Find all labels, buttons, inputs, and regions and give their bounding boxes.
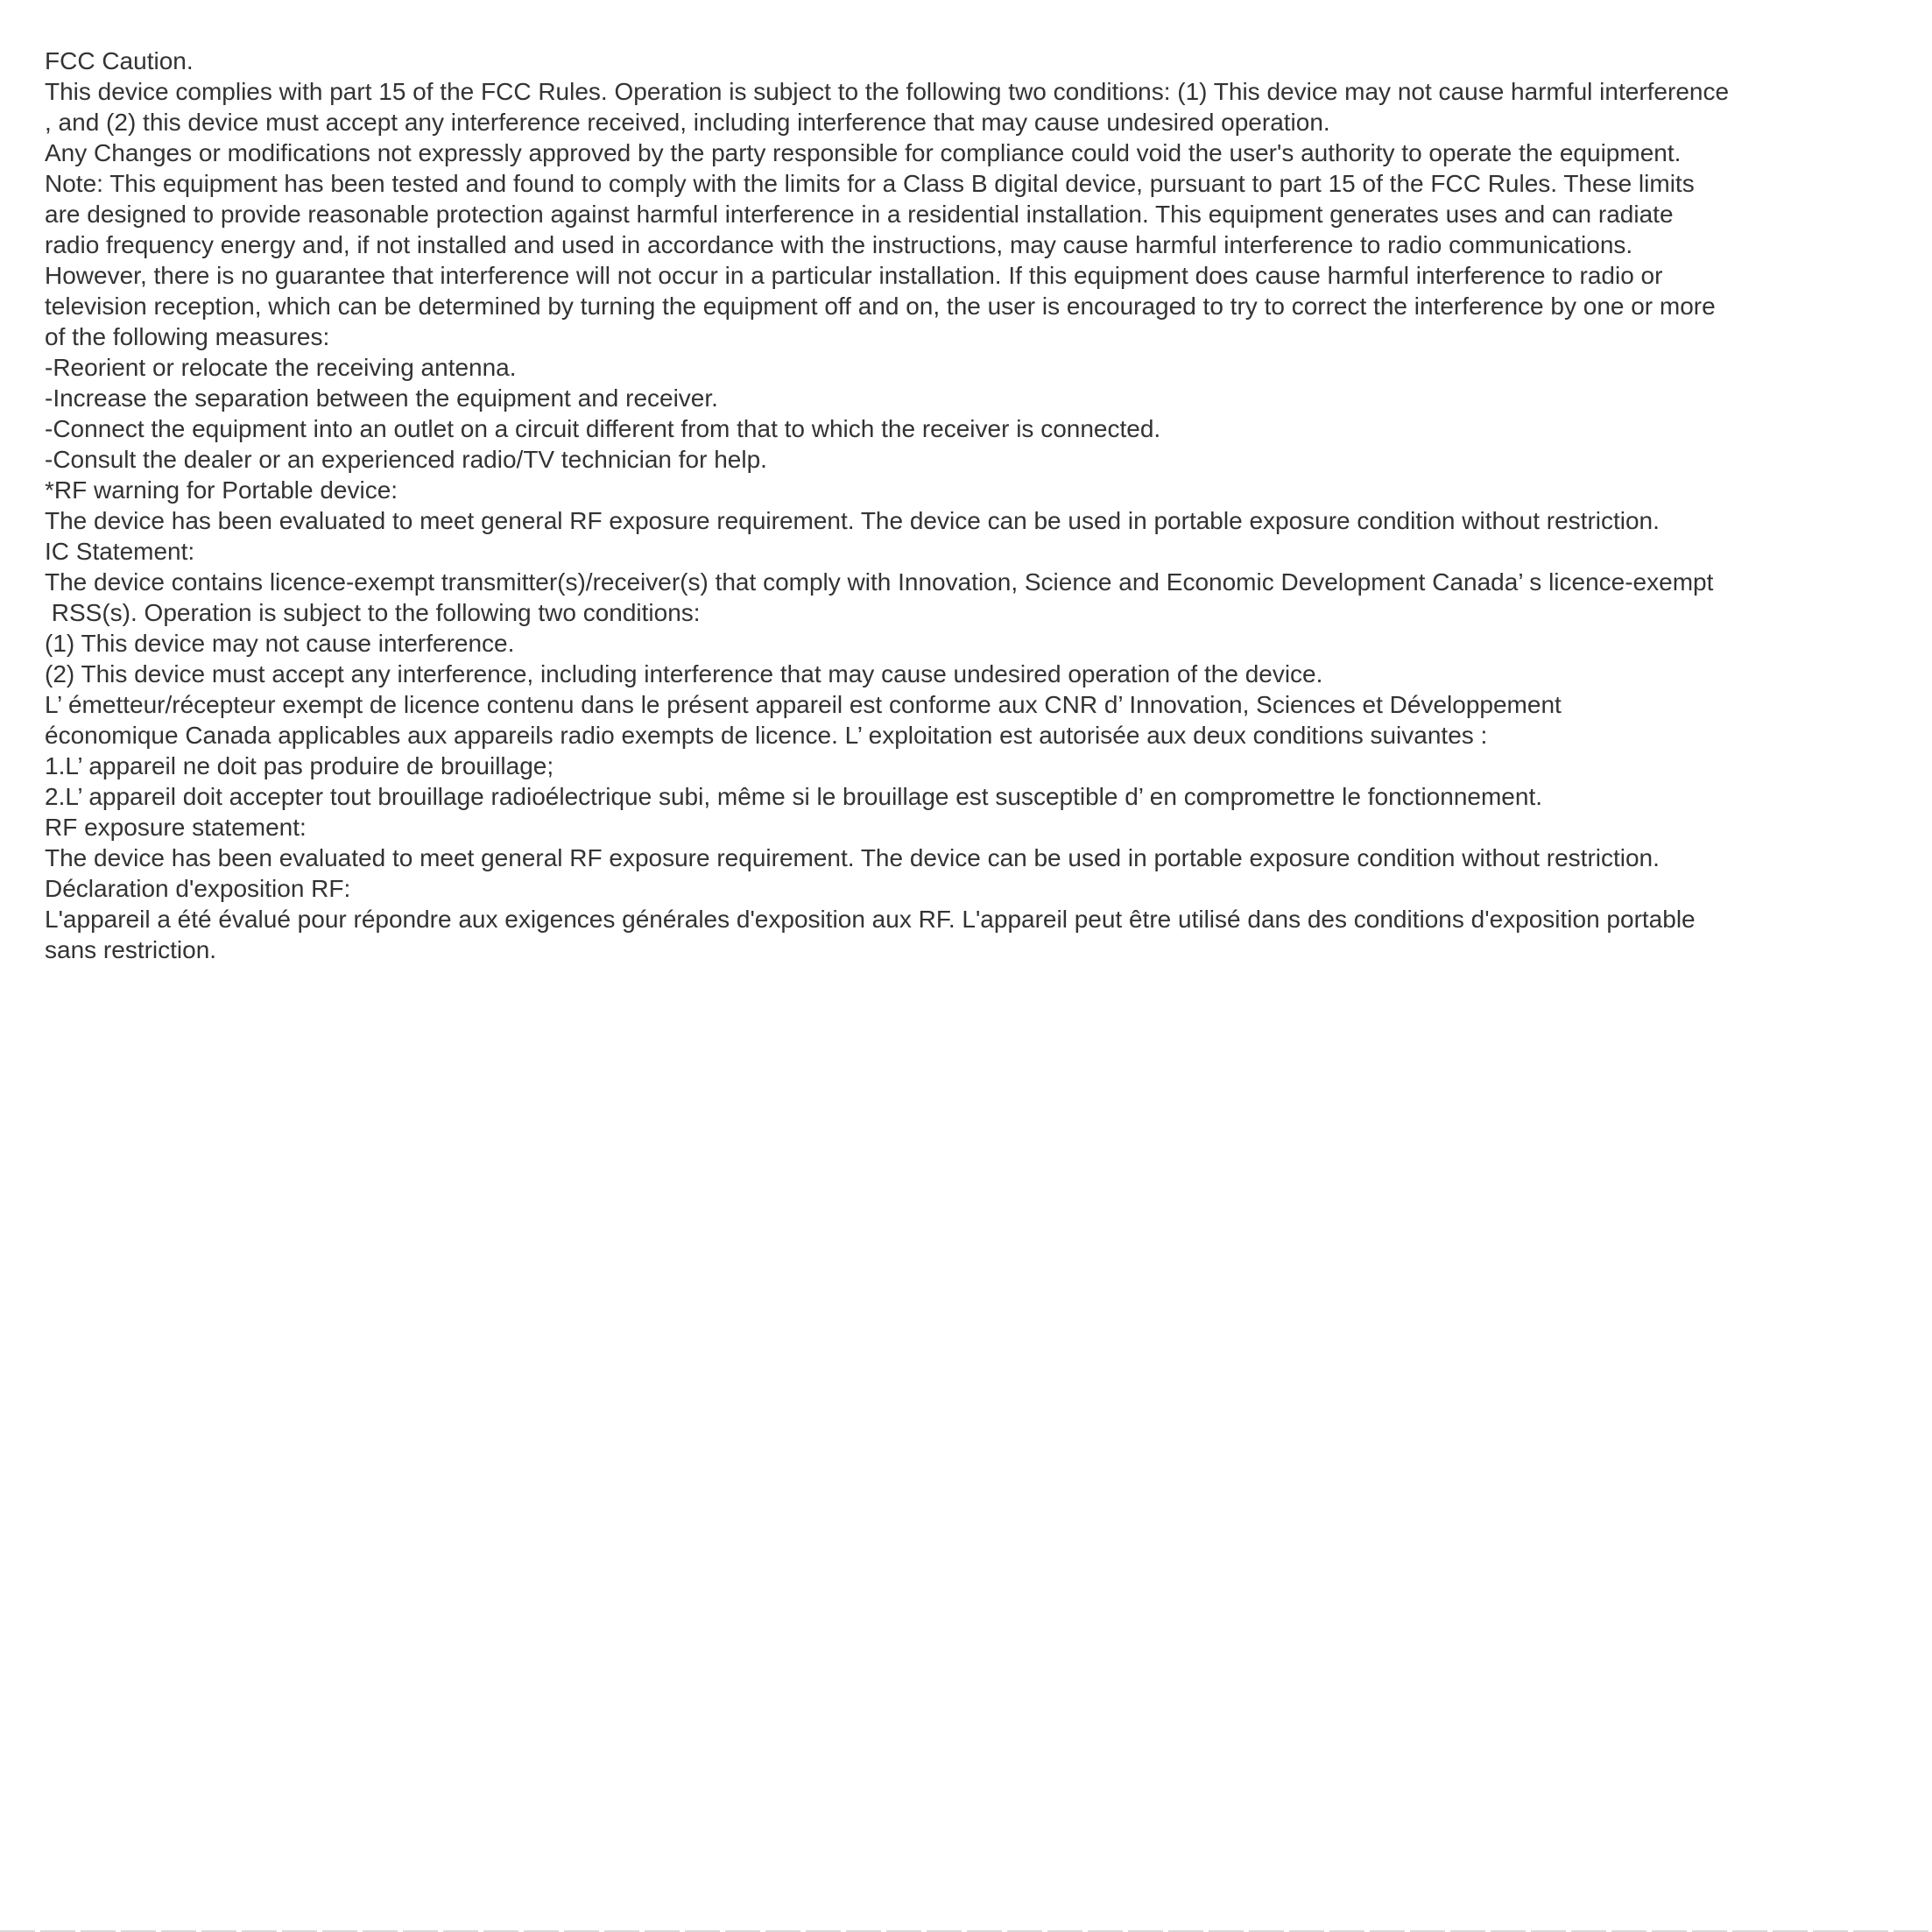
paragraph-line: of the following measures: [45,323,330,350]
measure-item: -Consult the dealer or an experienced radio/TV technician for help. [45,446,767,473]
heading-rf-warning: *RF warning for Portable device: [45,476,398,504]
paragraph-line: Note: This equipment has been tested and found to comply with the limits for a Class B digital device, pursuant to part 15 of the FCC Rules. These limits [45,170,1695,197]
paragraph-line: RSS(s). Operation is subject to the following two conditions: [45,599,701,626]
measure-item: -Reorient or relocate the receiving antenna. [45,354,517,381]
paragraph-line: The device has been evaluated to meet general RF exposure requirement. The device can be used in portable exposure condition without restriction. [45,507,1660,534]
paragraph-line: , and (2) this device must accept any interference received, including interference that may cause undesired operation. [45,109,1330,136]
measure-item: -Increase the separation between the equipment and receiver. [45,384,718,412]
paragraph-line: Any Changes or modifications not expressly approved by the party responsible for compliance could void the user's authority to operate the equipment. [45,139,1682,166]
heading-rf-exposure-statement: RF exposure statement: [45,814,307,841]
paragraph-line: However, there is no guarantee that interference will not occur in a particular installation. If this equipment does cause harmful interference to radio or [45,262,1663,289]
measure-item: -Connect the equipment into an outlet on a circuit different from that to which the receiver is connected. [45,415,1161,442]
paragraph-line: L'appareil a été évalué pour répondre aux exigences générales d'exposition aux RF. L'appareil peut être utilisé dans des conditions d'exposition portable [45,906,1696,933]
heading-fcc-caution: FCC Caution. [45,47,194,74]
heading-ic-statement: IC Statement: [45,538,195,565]
paragraph-line: This device complies with part 15 of the FCC Rules. Operation is subject to the following two conditions: (1) This device may not cause harmful interference [45,78,1730,105]
heading-declaration-exposition-rf: Déclaration d'exposition RF: [45,875,351,902]
paragraph-line: L’ émetteur/récepteur exempt de licence contenu dans le présent appareil est conforme aux CNR d’ Innovation, Sciences et Développement [45,691,1562,718]
condition-item: 1.L’ appareil ne doit pas produire de brouillage; [45,752,554,779]
paragraph-line: The device contains licence-exempt transmitter(s)/receiver(s) that comply with Innovation, Science and Economic Development Canada’ s licence-exempt [45,568,1714,596]
paragraph-line: are designed to provide reasonable protection against harmful interference in a residential installation. This equipment generates uses and can radiate [45,201,1674,228]
fcc-ic-statement-text [45,46,1919,965]
paragraph-line: sans restriction. [45,936,217,963]
condition-item: (1) This device may not cause interference. [45,630,515,657]
condition-item: (2) This device must accept any interference, including interference that may cause undesired operation of the device. [45,660,1323,687]
paragraph-line: television reception, which can be determined by turning the equipment off and on, the user is encouraged to try to correct the interference by one or more [45,293,1716,320]
paragraph-line: The device has been evaluated to meet general RF exposure requirement. The device can be used in portable exposure condition without restriction. [45,844,1660,871]
paragraph-line: radio frequency energy and, if not installed and used in accordance with the instructions, may cause harmful interference to radio communications. [45,231,1633,258]
paragraph-line: économique Canada applicables aux appareils radio exempts de licence. L’ exploitation est autorisée aux deux conditions suivantes : [45,722,1488,749]
condition-item: 2.L’ appareil doit accepter tout brouillage radioélectrique subi, même si le brouillage est susceptible d’ en compromettre le fonctionnement. [45,783,1542,810]
